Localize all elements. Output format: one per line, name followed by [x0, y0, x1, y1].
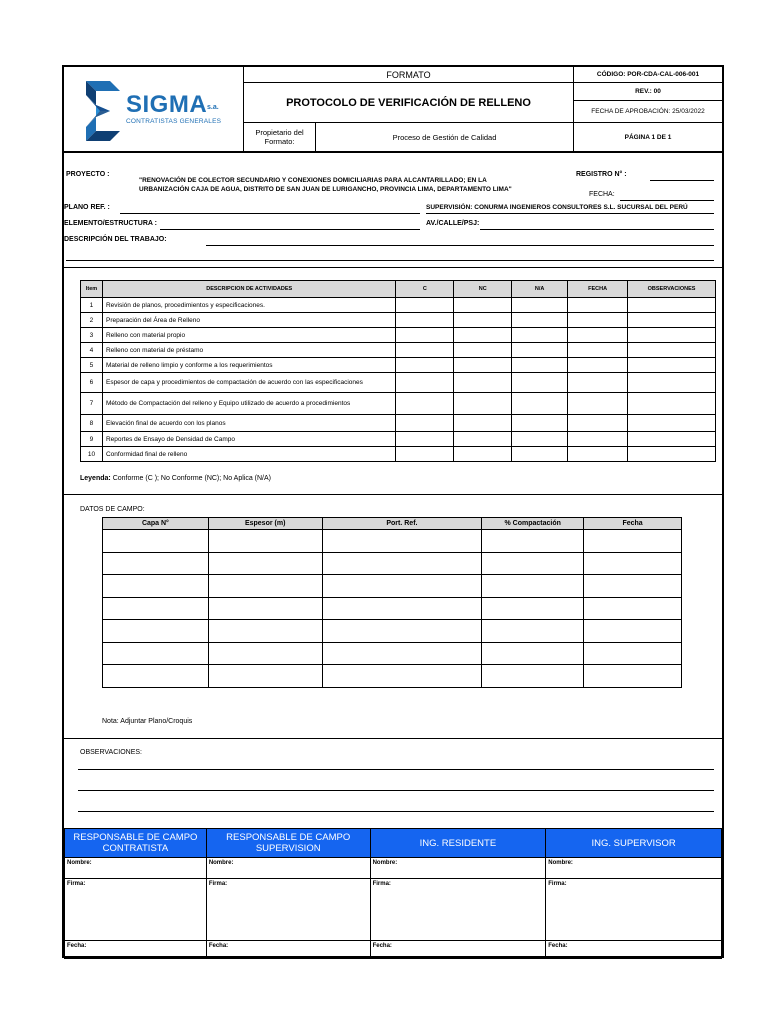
field-cell[interactable] — [208, 620, 322, 643]
form-page — [62, 65, 724, 958]
activity-description: Material de relleno limpio y conforme a los requerimientos — [102, 358, 395, 373]
check-c[interactable] — [396, 393, 454, 415]
activity-description: Conformidad final de relleno — [102, 447, 395, 462]
col-descripcion: DESCRIPCION DE ACTIVIDADES — [102, 281, 395, 298]
fecha-line[interactable] — [620, 200, 714, 201]
activity-observacion[interactable] — [628, 328, 716, 343]
activity-description: Reportes de Ensayo de Densidad de Campo — [102, 432, 395, 447]
supervision-line — [426, 213, 714, 214]
form-title: PROTOCOLO DE VERIFICACIÓN DE RELLENO — [244, 83, 574, 123]
col-capa: Capa N° — [103, 518, 209, 530]
check-nc[interactable] — [454, 298, 512, 313]
field-cell[interactable] — [322, 530, 482, 553]
activity-fecha[interactable] — [568, 432, 628, 447]
sig-nombre[interactable]: Nombre: — [65, 858, 207, 879]
check-c[interactable] — [396, 298, 454, 313]
sig-fecha[interactable]: Fecha: — [370, 941, 546, 959]
activities-table — [80, 280, 716, 462]
logo-cell — [64, 67, 244, 151]
legend-text: Conforme (C ); No Conforme (NC); No Aplica (N/A) — [112, 475, 272, 482]
proyecto-line1: "RENOVACIÓN DE COLECTOR SECUNDARIO Y CONEXIONES DOMICILIARIAS PARA ALCANTARILLADO; EN LA — [139, 177, 487, 184]
descripcion-label: DESCRIPCIÓN DEL TRABAJO: — [64, 236, 167, 243]
field-cell[interactable] — [482, 530, 584, 553]
check-c[interactable] — [396, 373, 454, 393]
activity-observacion[interactable] — [628, 447, 716, 462]
check-nc[interactable] — [454, 415, 512, 432]
sig-nombre[interactable]: Nombre: — [546, 858, 722, 879]
check-nc[interactable] — [454, 313, 512, 328]
field-row — [103, 552, 682, 575]
fecha-aprobacion: FECHA DE APROBACIÓN: 25/03/2022 — [574, 101, 722, 123]
plano-label: PLANO REF. : — [64, 204, 110, 211]
activity-row — [81, 432, 716, 447]
codigo: CÓDIGO: POR-CDA-CAL-006-001 — [574, 67, 722, 83]
activity-observacion[interactable] — [628, 373, 716, 393]
revision: REV.: 00 — [574, 83, 722, 101]
check-nc[interactable] — [454, 373, 512, 393]
check-c[interactable] — [396, 447, 454, 462]
datos-campo-table — [102, 517, 682, 688]
sig-header-supervision: RESPONSABLE DE CAMPO SUPERVISION — [206, 829, 370, 858]
section-divider — [64, 494, 722, 495]
activity-observacion[interactable] — [628, 313, 716, 328]
av-label: AV./CALLE/PSJ: — [426, 220, 480, 227]
check-nc[interactable] — [454, 358, 512, 373]
activity-observacion[interactable] — [628, 415, 716, 432]
check-na[interactable] — [512, 313, 568, 328]
activity-description: Preparación del Área de Relleno — [102, 313, 395, 328]
activity-item: 3 — [81, 328, 103, 343]
field-cell[interactable] — [322, 665, 482, 688]
activity-row — [81, 415, 716, 432]
sig-header-contratista: RESPONSABLE DE CAMPO CONTRATISTA — [65, 829, 207, 858]
proyecto-label: PROYECTO : — [66, 171, 110, 178]
formato-label: FORMATO — [244, 67, 574, 83]
check-nc[interactable] — [454, 328, 512, 343]
activity-observacion[interactable] — [628, 358, 716, 373]
check-na[interactable] — [512, 415, 568, 432]
check-c[interactable] — [396, 343, 454, 358]
pagina: PÁGINA 1 DE 1 — [624, 133, 672, 141]
check-nc[interactable] — [454, 343, 512, 358]
col-item: Item — [81, 281, 103, 298]
check-nc[interactable] — [454, 432, 512, 447]
activity-row — [81, 373, 716, 393]
field-cell[interactable] — [322, 575, 482, 598]
activity-fecha[interactable] — [568, 298, 628, 313]
activity-observacion[interactable] — [628, 298, 716, 313]
datos-campo-title: DATOS DE CAMPO: — [80, 506, 145, 513]
activity-fecha[interactable] — [568, 415, 628, 432]
activity-description: Relleno con material propio — [102, 328, 395, 343]
logo-suffix: s.a. — [207, 104, 219, 111]
activity-fecha[interactable] — [568, 328, 628, 343]
av-line[interactable] — [480, 229, 714, 230]
field-cell[interactable] — [103, 530, 209, 553]
field-cell[interactable] — [584, 575, 682, 598]
activity-fecha[interactable] — [568, 358, 628, 373]
activity-description: Espesor de capa y procedimientos de compactación de acuerdo con las especificaciones — [102, 373, 395, 393]
registro-line[interactable] — [650, 180, 714, 181]
col-na: N/A — [512, 281, 568, 298]
field-cell[interactable] — [584, 597, 682, 620]
field-cell[interactable] — [584, 552, 682, 575]
field-cell[interactable] — [103, 620, 209, 643]
field-cell[interactable] — [482, 642, 584, 665]
sig-firma[interactable]: Firma: — [546, 879, 722, 941]
field-cell[interactable] — [322, 620, 482, 643]
field-cell[interactable] — [208, 530, 322, 553]
field-cell[interactable] — [322, 642, 482, 665]
logo-tagline: CONTRATISTAS GENERALES — [126, 118, 222, 125]
field-cell[interactable] — [103, 642, 209, 665]
col-compactacion: % Compactación — [482, 518, 584, 530]
sig-header-residente: ING. RESIDENTE — [370, 829, 546, 858]
check-c[interactable] — [396, 358, 454, 373]
field-cell[interactable] — [322, 552, 482, 575]
field-cell[interactable] — [208, 642, 322, 665]
col-observaciones: OBSERVACIONES — [628, 281, 716, 298]
legend-label: Leyenda: — [80, 475, 111, 482]
field-cell[interactable] — [584, 642, 682, 665]
descripcion-line-2[interactable] — [66, 260, 714, 261]
nota: Nota: Adjuntar Plano/Croquis — [102, 718, 193, 725]
field-row — [103, 530, 682, 553]
check-na[interactable] — [512, 298, 568, 313]
signature-table — [64, 828, 722, 959]
activity-item: 8 — [81, 415, 103, 432]
activity-item: 4 — [81, 343, 103, 358]
field-cell[interactable] — [103, 665, 209, 688]
activity-row — [81, 313, 716, 328]
field-cell[interactable] — [208, 552, 322, 575]
field-cell[interactable] — [208, 575, 322, 598]
activity-row — [81, 447, 716, 462]
observaciones-line-1[interactable] — [78, 769, 714, 770]
sig-header-supervisor: ING. SUPERVISOR — [546, 829, 722, 858]
activity-row — [81, 358, 716, 373]
activity-fecha[interactable] — [568, 343, 628, 358]
check-c[interactable] — [396, 313, 454, 328]
field-row — [103, 642, 682, 665]
check-na[interactable] — [512, 447, 568, 462]
check-na[interactable] — [512, 358, 568, 373]
check-c[interactable] — [396, 328, 454, 343]
check-na[interactable] — [512, 393, 568, 415]
field-row — [103, 575, 682, 598]
col-c: C — [396, 281, 454, 298]
sig-firma[interactable]: Firma: — [206, 879, 370, 941]
activity-observacion[interactable] — [628, 393, 716, 415]
field-row — [103, 620, 682, 643]
owner-value: Proceso de Gestión de Calidad — [316, 123, 574, 151]
sigma-logo-icon — [86, 81, 120, 141]
sig-nombre[interactable]: Nombre: — [206, 858, 370, 879]
plano-line[interactable] — [120, 213, 420, 214]
observaciones-label: OBSERVACIONES: — [80, 749, 142, 756]
field-cell[interactable] — [482, 665, 584, 688]
sig-firma[interactable]: Firma: — [370, 879, 546, 941]
activity-item: 1 — [81, 298, 103, 313]
sig-nombre[interactable]: Nombre: — [370, 858, 546, 879]
activity-item: 9 — [81, 432, 103, 447]
logo-brand: SIGMA — [126, 91, 208, 118]
activity-fecha[interactable] — [568, 393, 628, 415]
activity-item: 7 — [81, 393, 103, 415]
field-cell[interactable] — [103, 597, 209, 620]
sig-fecha[interactable]: Fecha: — [206, 941, 370, 959]
field-cell[interactable] — [482, 552, 584, 575]
section-divider — [64, 267, 722, 268]
field-cell[interactable] — [103, 575, 209, 598]
registro-label: REGISTRO N° : — [576, 171, 627, 178]
descripcion-line-1[interactable] — [206, 245, 714, 246]
check-na[interactable] — [512, 328, 568, 343]
activity-row — [81, 298, 716, 313]
col-fecha-campo: Fecha — [584, 518, 682, 530]
check-na[interactable] — [512, 343, 568, 358]
activity-row — [81, 393, 716, 415]
sig-fecha[interactable]: Fecha: — [65, 941, 207, 959]
check-nc[interactable] — [454, 447, 512, 462]
proyecto-line2: URBANIZACIÓN CAJA DE AGUA, DISTRITO DE SAN JUAN DE LURIGANCHO, PROVINCIA LIMA, DEPARTAMENTO LIMA" — [139, 186, 512, 193]
activity-description: Elevación final de acuerdo con los planos — [102, 415, 395, 432]
check-c[interactable] — [396, 432, 454, 447]
field-cell[interactable] — [482, 597, 584, 620]
check-c[interactable] — [396, 415, 454, 432]
field-cell[interactable] — [482, 620, 584, 643]
observaciones-line-2[interactable] — [78, 790, 714, 791]
elemento-label: ELEMENTO/ESTRUCTURA : — [64, 220, 157, 227]
observaciones-line-3[interactable] — [78, 811, 714, 812]
field-cell[interactable] — [208, 665, 322, 688]
activity-row — [81, 328, 716, 343]
section-divider — [64, 738, 722, 739]
activity-fecha[interactable] — [568, 373, 628, 393]
activity-fecha[interactable] — [568, 313, 628, 328]
col-port-ref: Port. Ref. — [322, 518, 482, 530]
field-cell[interactable] — [482, 575, 584, 598]
legend — [80, 475, 271, 482]
field-cell[interactable] — [208, 597, 322, 620]
field-cell[interactable] — [103, 552, 209, 575]
sig-fecha[interactable]: Fecha: — [546, 941, 722, 959]
activity-item: 6 — [81, 373, 103, 393]
field-row — [103, 597, 682, 620]
field-cell[interactable] — [322, 597, 482, 620]
check-na[interactable] — [512, 432, 568, 447]
field-cell[interactable] — [584, 620, 682, 643]
col-nc: NC — [454, 281, 512, 298]
activity-item: 5 — [81, 358, 103, 373]
activity-description: Revisión de planos, procedimientos y especificaciones. — [102, 298, 395, 313]
activity-description: Método de Compactación del relleno y Equipo utilizado de acuerdo a procedimientos — [102, 393, 395, 415]
activity-observacion[interactable] — [628, 432, 716, 447]
check-na[interactable] — [512, 373, 568, 393]
supervision-label: SUPERVISIÓN: CONURMA INGENIEROS CONSULTORES S.L. SUCURSAL DEL PERÚ — [426, 204, 688, 211]
owner-label: Propietario del Formato: — [244, 123, 316, 151]
activity-description: Relleno con material de préstamo — [102, 343, 395, 358]
sig-firma[interactable]: Firma: — [65, 879, 207, 941]
check-nc[interactable] — [454, 393, 512, 415]
header-divider — [64, 151, 722, 153]
activity-item: 10 — [81, 447, 103, 462]
col-fecha: FECHA — [568, 281, 628, 298]
activity-item: 2 — [81, 313, 103, 328]
field-cell[interactable] — [584, 665, 682, 688]
elemento-line[interactable] — [160, 229, 420, 230]
col-espesor: Espesor (m) — [208, 518, 322, 530]
form-header — [64, 67, 722, 151]
activity-fecha[interactable] — [568, 447, 628, 462]
activity-observacion[interactable] — [628, 343, 716, 358]
activity-row — [81, 343, 716, 358]
field-cell[interactable] — [584, 530, 682, 553]
field-row — [103, 665, 682, 688]
fecha-label: FECHA: — [589, 191, 615, 198]
